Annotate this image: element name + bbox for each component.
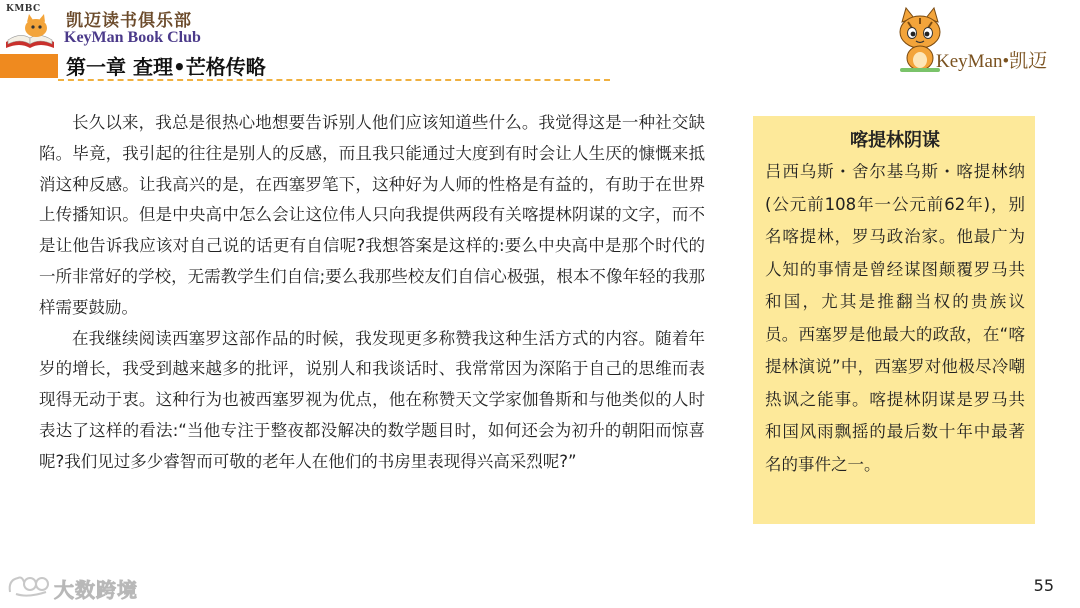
brand-name: KeyMan•凯迈 bbox=[936, 51, 1048, 72]
sidebar-note bbox=[753, 116, 1035, 524]
paragraph: 在我继续阅读西塞罗这部作品的时候，我发现更多称赞我这种生活方式的内容。随着年岁的增长，我受到越来越多的批评，说别人和我谈话时、我常常因为深陷于自己的思维而表现得无动于衷。这种行为也被西塞罗视为优点，他在称赞天文学家伽鲁斯和与他类似的人时表达了这样的看法:“当他专注于整夜都没解决的数学题目时，如何还会为初升的朝阳而惊喜呢?我们见过多少睿智而可敬的老年人在他们的书房里表现得兴高采烈呢?” bbox=[39, 328, 705, 471]
watermark bbox=[6, 572, 166, 602]
paragraph: 长久以来，我总是很热心地想要告诉别人他们应该知道些什么。我觉得这是一种社交缺陷。毕竟，我引起的往往是别人的反感，而且我只能通过大度到有时会让人生厌的慷慨来抵消这种反感。让我高兴的是，在西塞罗笔下，这种好为人师的性格是有益的，有助于在世界上传播知识。但是中央高中怎么会让这位伟人只向我提供两段有关喀提林阴谋的文字，而不是让他告诉我应该对自己说的话更有自信呢?我想答案是这样的:要么中央高中是那个时代的一所非常好的学校，无需教学生们自信;要么我那些校友们自信心极强，根本不像年轻的我那样需要鼓励。 bbox=[39, 113, 705, 317]
main-body-text bbox=[39, 108, 705, 478]
sidebar-text: 吕西乌斯・舍尔基乌斯・喀提林纳(公元前108年一公元前62年)，别名喀提林，罗马政治家。他最广为人知的事情是曾经谋图颠覆罗马共和国，尤其是推翻当权的贵族议员。西塞罗是他最大的政敌，在“喀提林演说”中，西塞罗对他极尽冷嘲热讽之能事。喀提林阴谋是罗马共和国风雨飘摇的最后数十年中最著名的事件之一。 bbox=[765, 162, 1025, 474]
chapter-accent-bar bbox=[0, 54, 58, 78]
sidebar-title: 喀提林阴谋 bbox=[850, 130, 940, 151]
watermark-logo-icon bbox=[6, 572, 50, 600]
logo-english-name: KeyMan Book Club bbox=[64, 29, 201, 46]
page-number: 55 bbox=[1033, 576, 1054, 595]
watermark-text: 大数跨境 bbox=[54, 578, 138, 602]
logo-abbreviation: KMBC bbox=[6, 4, 41, 14]
logo-chinese-name: 凯迈读书俱乐部 bbox=[66, 11, 192, 31]
chapter-title: 第一章 查理•芒格传略 bbox=[66, 55, 266, 79]
brand-mascot bbox=[892, 6, 1068, 74]
club-logo bbox=[0, 2, 230, 54]
chapter-divider bbox=[58, 79, 610, 81]
